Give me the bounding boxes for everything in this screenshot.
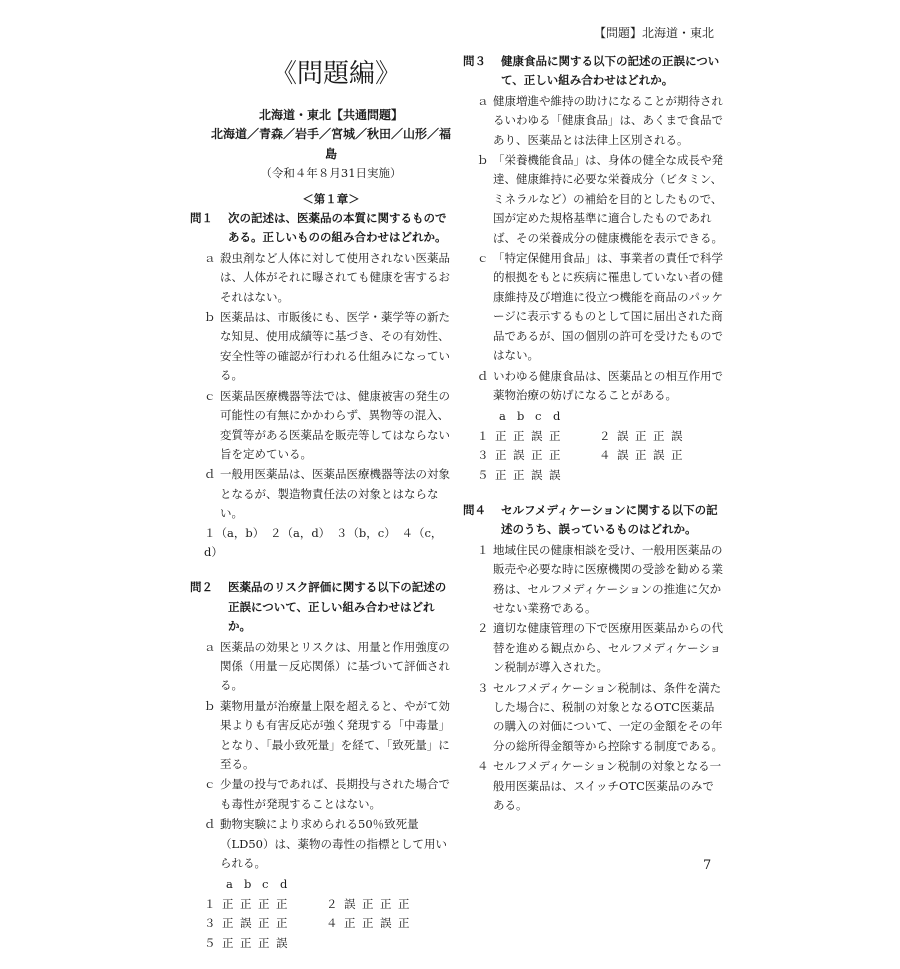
answer-value: 正 <box>258 916 270 931</box>
option-number: ２ <box>599 428 611 443</box>
statement-text: 医薬品医療機器等法では、健康被害の発生の可能性の有無にかかわらず、異物等の混入、変質等がある医薬品を販売等してはならない旨を定めている。 <box>220 388 450 461</box>
header-a: a <box>226 877 233 892</box>
answer-value: 正 <box>635 428 647 443</box>
answer-option-3 <box>463 446 585 465</box>
question-number: 問１ <box>190 211 213 226</box>
option-number: １ <box>477 428 489 443</box>
left-column <box>190 52 452 969</box>
answer-value: 正 <box>380 896 392 911</box>
statement-text: 健康増進や維持の助けになることが期待されるいわゆる「健康食品」は、あくまで食品であり、医薬品とは法律上区別される。 <box>493 93 723 147</box>
option-number: ５ <box>204 935 216 950</box>
answer-option-1 <box>190 895 312 914</box>
statement-2 <box>463 619 725 677</box>
header-d: d <box>553 409 561 424</box>
question-text: 健康食品に関する以下の記述の正誤について、正しい組み合わせはどれか。 <box>501 54 720 88</box>
answer-value: 正 <box>513 467 525 482</box>
right-column <box>463 52 725 831</box>
answer-option-2 <box>312 895 434 914</box>
answer-row <box>463 466 725 485</box>
question-4 <box>463 501 725 816</box>
answer-option-5 <box>190 934 312 953</box>
statement-number: ４ <box>477 759 489 774</box>
answer-value: 正 <box>344 916 356 931</box>
question-2 <box>190 578 452 953</box>
answer-value: 正 <box>222 896 234 911</box>
statement-b <box>190 697 452 775</box>
answer-row <box>463 446 725 465</box>
section-title: 《問題編》 <box>270 59 401 89</box>
question-text: 医薬品のリスク評価に関する以下の記述の正誤について、正しい組み合わせはどれか。 <box>228 580 447 634</box>
answer-value: 誤 <box>276 935 288 950</box>
answer-value: 正 <box>276 896 288 911</box>
statement-letter: ｃ <box>477 251 489 266</box>
statement-text: 少量の投与であれば、長期投与された場合でも毒性が発現することはない。 <box>220 777 450 811</box>
answer-option-5 <box>463 466 585 485</box>
answer-value: 正 <box>222 935 234 950</box>
answer-value: 正 <box>398 916 410 931</box>
answer-row <box>190 895 452 914</box>
statement-b <box>190 308 452 386</box>
answer-row <box>190 914 452 933</box>
answer-header <box>463 407 725 426</box>
answer-value: 誤 <box>549 467 561 482</box>
answer-value: 誤 <box>240 916 252 931</box>
statement-text: 「特定保健用食品」は、事業者の責任で科学的根拠をもとに疾病に罹患していない者の健康維持及び増進に役立つ機能を商品のパッケージに表示するものとして国に届出された商品であるが、国の個別の許可を受けたものではない。 <box>493 251 723 363</box>
statement-letter: ａ <box>204 250 216 265</box>
statement-letter: ｄ <box>204 817 216 832</box>
chapter-heading: ＜第１章＞ <box>302 191 360 206</box>
statement-text: 医薬品の効果とリスクは、用量と作用強度の関係（用量－反応関係）に基づいて評価される。 <box>220 639 450 693</box>
statement-1 <box>463 541 725 619</box>
statement-letter: ｄ <box>477 368 489 383</box>
answer-value: 正 <box>495 467 507 482</box>
answer-table <box>190 875 452 953</box>
statement-text: 適切な健康管理の下で医療用医薬品からの代替を進める観点から、セルフメディケーション税制が導入された。 <box>493 621 723 675</box>
header-b: b <box>244 877 252 892</box>
exam-prefectures: 北海道／青森／岩手／宮城／秋田／山形／福島 <box>210 127 451 161</box>
statement-letter: ａ <box>204 639 216 654</box>
statement-letter: ｂ <box>204 310 216 325</box>
answer-value: 誤 <box>671 428 683 443</box>
answer-value: 誤 <box>653 448 665 463</box>
statement-letter: ｄ <box>204 467 216 482</box>
option-number: ４ <box>599 448 611 463</box>
question-3 <box>463 52 725 485</box>
statement-c <box>190 775 452 814</box>
question-text: 次の記述は、医薬品の本質に関するものである。正しいものの組み合わせはどれか。 <box>228 211 447 245</box>
statement-letter: ａ <box>477 93 489 108</box>
statement-3 <box>463 679 725 757</box>
question-stem <box>463 501 725 540</box>
statement-text: 薬物用量が治療量上限を超えると、やがて効果よりも有害反応が強く発現する「中毒量」となり、「最小致死量」を経て、「致死量」に至る。 <box>220 698 450 771</box>
header-d: d <box>280 877 288 892</box>
option-number: ３ <box>477 448 489 463</box>
statement-c <box>463 249 725 365</box>
statement-text: 一般用医薬品は、医薬品医療機器等法の対象となるが、製造物責任法の対象とはならない。 <box>220 467 450 521</box>
answer-option-1 <box>463 427 585 446</box>
statement-text: 動物実験により求められる50％致死量（LD50）は、薬物の毒性の指標として用いられる。 <box>220 817 447 871</box>
answer-value: 正 <box>513 428 525 443</box>
question-1 <box>190 209 452 562</box>
answer-value: 正 <box>549 448 561 463</box>
statement-letter: ｂ <box>204 698 216 713</box>
option-number: ２ <box>326 896 338 911</box>
answer-value: 正 <box>671 448 683 463</box>
statement-text: 殺虫剤など人体に対して使用されない医薬品は、人体がそれに曝されても健康を害するおそれはない。 <box>220 250 450 304</box>
running-header: 【問題】北海道・東北 <box>593 26 714 40</box>
question-number: 問２ <box>190 580 213 595</box>
option-number: ３ <box>204 916 216 931</box>
exam-date: （令和４年８月31日実施） <box>260 166 402 181</box>
statement-text: セルフメディケーション税制の対象となる一般用医薬品は、スイッチOTC医薬品のみである。 <box>493 759 722 813</box>
statement-a <box>463 92 725 150</box>
statement-letter: ｃ <box>204 388 216 403</box>
page-number: 7 <box>703 858 712 873</box>
statement-letter: ｂ <box>477 153 489 168</box>
statement-text: 地域住民の健康相談を受け、一般用医薬品の販売や必要な時に医療機関の受診を勧める業務は、セルフメディケーションの推進に欠かせない業務である。 <box>493 542 723 615</box>
answer-value: 誤 <box>617 448 629 463</box>
answer-value: 正 <box>276 916 288 931</box>
header-b: b <box>517 409 525 424</box>
answer-value: 正 <box>549 428 561 443</box>
question-stem <box>190 578 452 636</box>
statement-text: セルフメディケーション税制は、条件を満たした場合に、税制の対象となるOTC医薬品の購入の対価について、一定の金額をその年分の総所得金額等から控除する制度である。 <box>493 680 723 753</box>
header-a: a <box>499 409 506 424</box>
answer-row <box>463 427 725 446</box>
answer-value: 正 <box>398 896 410 911</box>
question-stem <box>190 209 452 248</box>
answer-value: 誤 <box>531 467 543 482</box>
answer-value: 誤 <box>513 448 525 463</box>
answer-value: 誤 <box>380 916 392 931</box>
statement-number: ３ <box>477 680 489 695</box>
answer-header <box>190 875 452 894</box>
answer-value: 正 <box>495 428 507 443</box>
answer-value: 誤 <box>344 896 356 911</box>
answer-value: 正 <box>635 448 647 463</box>
option-number: １ <box>204 896 216 911</box>
answer-option-3 <box>190 914 312 933</box>
answer-option-4 <box>312 914 434 933</box>
answer-option-2 <box>585 427 707 446</box>
question-text: セルフメディケーションに関する以下の記述のうち、誤っているものはどれか。 <box>501 502 718 537</box>
question-number: 問３ <box>463 54 486 68</box>
answer-value: 正 <box>258 935 270 950</box>
statement-text: 「栄養機能食品」は、身体の健全な成長や発達、健康維持に必要な栄養成分（ビタミン、ミネラルなど）の補給を目的としたもので、国が定めた規格基準に適合したものであれば、その栄養成分の健康機能を表示できる。 <box>493 153 723 245</box>
answer-value: 誤 <box>617 428 629 443</box>
answer-value: 正 <box>653 428 665 443</box>
option-number: ４ <box>326 916 338 931</box>
statement-text: いわゆる健康食品は、医薬品との相互作用で薬物治療の妨げになることがある。 <box>493 368 723 402</box>
answer-row <box>190 934 452 953</box>
question-stem <box>463 52 725 91</box>
statement-d <box>190 815 452 873</box>
statement-text: 医薬品は、市販後にも、医学・薬学等の新たな知見、使用成績等に基づき、その有効性、安全性等の確認が行われる仕組みになっている。 <box>220 310 450 383</box>
statement-b <box>463 151 725 248</box>
statement-d <box>190 465 452 523</box>
answer-value: 正 <box>240 935 252 950</box>
answer-value: 正 <box>222 916 234 931</box>
answer-choices: １（a，b） ２（a，d） ３（b，c） ４（c，d） <box>204 525 443 559</box>
answer-value: 正 <box>258 896 270 911</box>
answer-table <box>463 407 725 485</box>
exam-name: 北海道・東北【共通問題】 <box>258 108 403 122</box>
answer-option-4 <box>585 446 707 465</box>
statement-a <box>190 249 452 307</box>
option-number: ５ <box>477 467 489 482</box>
answer-value: 正 <box>495 448 507 463</box>
statement-letter: ｃ <box>204 777 216 792</box>
question-number: 問４ <box>463 502 486 517</box>
answer-value: 正 <box>531 448 543 463</box>
answer-value: 正 <box>362 916 374 931</box>
header-c: c <box>535 409 542 424</box>
statement-c <box>190 387 452 465</box>
answer-value: 正 <box>362 896 374 911</box>
statement-number: ２ <box>477 621 489 636</box>
statement-4 <box>463 757 725 815</box>
statement-d <box>463 367 725 406</box>
statement-number: １ <box>477 542 489 557</box>
answer-value: 誤 <box>531 428 543 443</box>
header-c: c <box>262 877 269 892</box>
answer-value: 正 <box>240 896 252 911</box>
statement-a <box>190 638 452 696</box>
